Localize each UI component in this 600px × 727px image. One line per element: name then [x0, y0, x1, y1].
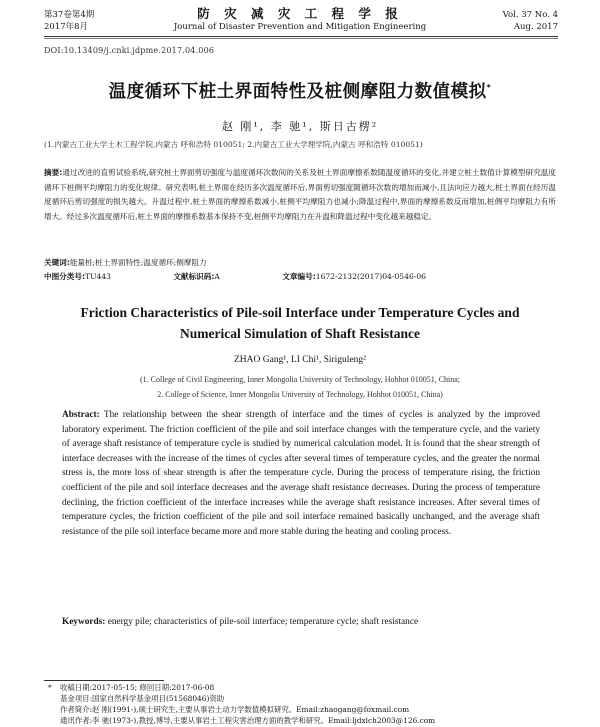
header-rule [44, 36, 558, 37]
clc-field [44, 272, 141, 281]
keywords-en-text: energy pile; characteristics of pile-soil interface; temperature cycle; shaft resistance [107, 617, 419, 627]
header-center [150, 7, 450, 33]
footnote-corresponding: 通讯作者:李 驰(1973-),教授,博导,主要从事岩土工程灾害治理方面的教学和研究。Email:ljdxlch2003@126.com [60, 716, 436, 725]
title-en-line1: Friction Characteristics of Pile-soil Interface under Temperature Cycles and [80, 305, 520, 320]
keywords-cn-label: 关键词: [44, 258, 70, 267]
footnote-author-intro: 作者简介:赵 刚(1991-),硕士研究生,主要从事岩土动力学数值模拟研究。Email:zhaogang@foxmail.com [60, 705, 410, 714]
header-left [44, 9, 94, 33]
abstract-cn-text: 通过改进的直剪试验系统,研究桩土界面剪切强度与温度循环次数间的关系及桩土界面摩擦系数随温度循环的变化,并建立桩土数值计算模型研究温度循环下桩侧平均摩阻力的变化规律。研究表明,桩土界面在经历多次温度循环后,界面剪切强度随循环次数的增加而减小,且法向应力越大,桩土界面在经历温度循环后剪切强度的损失越大。升温过程中,桩土界面的摩擦系数减小,桩侧平均摩阻力也减小;降温过程中,界面的摩擦系数反而增加,桩侧平均摩阻力有所增大。经过多次温度循环后,桩土界面的摩擦系数基本保持不变,桩侧平均摩阻力在升温和降温过程中变化越来越稳定。 [44, 168, 556, 221]
title-footnote-mark: * [486, 83, 492, 93]
abstract-cn [44, 166, 556, 224]
article-no-value: 1672-2132(2017)04-0546-06 [315, 272, 427, 281]
volume-en: Vol. 37 No. 4 [502, 10, 558, 20]
keywords-en-label: Keywords: [62, 617, 106, 627]
paper-title-en [40, 302, 560, 344]
date-en: Aug. 2017 [513, 22, 558, 32]
footnote-fund: 基金项目:国家自然科学基金项目(51568046)资助 [60, 694, 225, 703]
authors-en: ZHAO Gang¹, LI Chi¹, Siriguleng² [233, 355, 367, 365]
doi: DOI:10.13409/j.cnki.jdpme.2017.04.006 [44, 46, 215, 55]
abstract-en [62, 408, 540, 539]
affiliation-en [40, 372, 560, 402]
affiliation-en-2: 2. College of Science, Inner Mongolia University of Technology, Hohhot 010051, China) [157, 390, 443, 399]
keywords-en [62, 617, 540, 627]
clc-value: TU443 [85, 272, 111, 281]
doc-code-label: 文献标识码: [173, 272, 215, 281]
affiliation-cn: (1.内蒙古工业大学土木工程学院,内蒙古 呼和浩特 010051; 2.内蒙古工业大学理学院,内蒙古 呼和浩特 010051) [44, 140, 423, 149]
journal-title-cn: 防 灾 减 灾 工 程 学 报 [197, 6, 403, 21]
article-no-label: 文章编号: [282, 272, 316, 281]
footnote-star: * [48, 683, 52, 692]
clc-label: 中图分类号: [44, 272, 86, 281]
abstract-cn-label: 摘要: [44, 168, 63, 177]
footnote-received: 收稿日期:2017-05-15; 修回日期:2017-06-08 [60, 683, 215, 692]
header-right [503, 9, 558, 33]
title-en-line2: Numerical Simulation of Shaft Resistance [180, 326, 420, 341]
abstract-en-text: The relationship between the shear strength of interface and the times of cycles is analyzed by the improved laboratory experiment. The friction coefficient of the pile and soil interface changes with the temperature cycle, and the variety of average shaft resistance of temperature cycle is studied by numerical calculation model. It is found that the shear strength of interface decreases with the increase of the times of cycles after several times of temperature cycles, and the greater the normal stress is, the more loss of shear strength is after the temperature cycle. During the process of temperature rising, the friction coefficient of the pile and soil interface decreases and the average shaft resistance decreases. During the process of temperature declining, the friction coefficient of the interface increases while the average shaft resistance increases. After several times of temperature cycles, the friction coefficient of the pile and soil interface remained basically unchanged, and the average shaft resistance of the pile soil interface became more and more stable during the heating and cooling process. [62, 410, 540, 537]
affiliation-en-1: (1. College of Civil Engineering, Inner Mongolia University of Technology, Hohhot 010051, China; [139, 375, 461, 384]
title-cn-text: 温度循环下桩土界面特性及桩侧摩阻力数值模拟 [108, 82, 487, 102]
date-cn: 2017年8月 [44, 22, 89, 32]
classification-cn [44, 271, 556, 282]
article-no-field [282, 272, 456, 281]
keywords-cn-text: 能量桩;桩土界面特性;温度循环;侧摩阻力 [69, 258, 207, 267]
keywords-cn [44, 257, 556, 268]
journal-title-en: Journal of Disaster Prevention and Mitigation Engineering [173, 22, 427, 32]
footnote-rule [44, 680, 164, 681]
doc-code-field [173, 272, 250, 281]
header-rule-thin [44, 38, 558, 39]
abstract-en-label: Abstract: [62, 410, 100, 420]
footnotes [48, 682, 560, 726]
paper-title-cn [40, 78, 560, 103]
doc-code-value: A [214, 272, 220, 281]
volume-cn: 第37卷第4期 [44, 10, 95, 20]
authors-cn: 赵 刚¹, 李 驰¹, 斯日古楞² [221, 120, 379, 133]
